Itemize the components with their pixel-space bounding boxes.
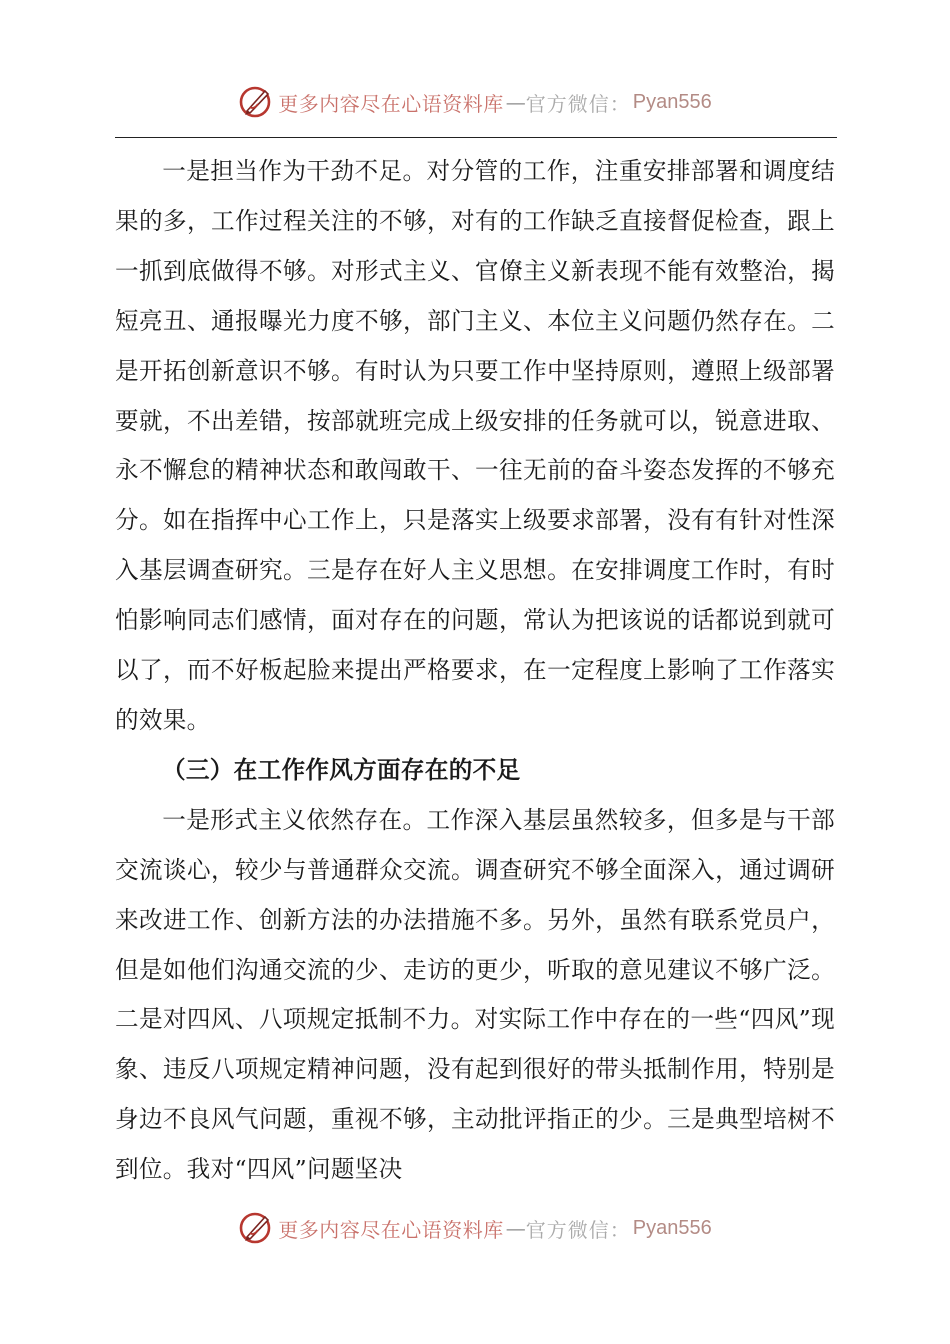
paragraph-1: 一是担当作为干劲不足。对分管的工作，注重安排部署和调度结果的多，工作过程关注的不够，对有的工作缺乏直接督促检查，跟上一抓到底做得不够。对形式主义、官僚主义新表现不能有效整治，揭短亮丑、通报曝光力度不够，部门主义、本位主义问题仍然存在。二是开拓创新意识不够。有时认为只要工作中坚持原则，遵照上级部署要就，不出差错，按部就班完成上级安排的任务就可以，锐意进取、永不懈怠的精神状态和敢闯敢干、一往无前的奋斗姿态发挥的不够充分。如在指挥中心工作上，只是落实上级要求部署，没有有针对性深入基层调查研究。三是存在好人主义思想。在安排调度工作时，有时怕影响同志们感情，面对存在的问题，常认为把该说的话都说到就可以了，而不好板起脸来提出严格要求，在一定程度上影响了工作落实的效果。 [115, 157, 835, 734]
wechat-handle: Pyan556 [632, 1216, 712, 1239]
document-body [115, 147, 835, 1195]
banner-separator: — [505, 1216, 526, 1240]
section-heading: （三）在工作作风方面存在的不足 [162, 755, 521, 784]
wechat-label: 官方微信： [525, 1217, 631, 1242]
wechat-handle: Pyan556 [632, 90, 712, 113]
pen-in-circle-logo-icon [238, 84, 274, 120]
header-rule [115, 137, 837, 138]
pen-in-circle-logo-icon [238, 1210, 274, 1246]
wechat-label: 官方微信： [525, 91, 631, 116]
paragraph-2: 一是形式主义依然存在。工作深入基层虽然较多，但多是与干部交流谈心，较少与普通群众交流。调查研究不够全面深入，通过调研来改进工作、创新方法的办法措施不多。另外，虽然有联系党员户，但是如他们沟通交流的少、走访的更少，听取的意见建议不够广泛。二是对四风、八项规定抵制不力。对实际工作中存在的一些“四风”现象、违反八项规定精神问题，没有起到很好的带头抵制作用，特别是身边不良风气问题，重视不够，主动批评指正的少。三是典型培树不到位。我对“四风”问题坚决 [115, 805, 835, 1184]
header-banner [0, 82, 950, 122]
footer-banner [0, 1208, 950, 1248]
brand-text: 更多内容尽在心语资料库 [278, 91, 504, 116]
brand-text: 更多内容尽在心语资料库 [278, 1217, 504, 1242]
banner-separator: — [505, 90, 526, 114]
